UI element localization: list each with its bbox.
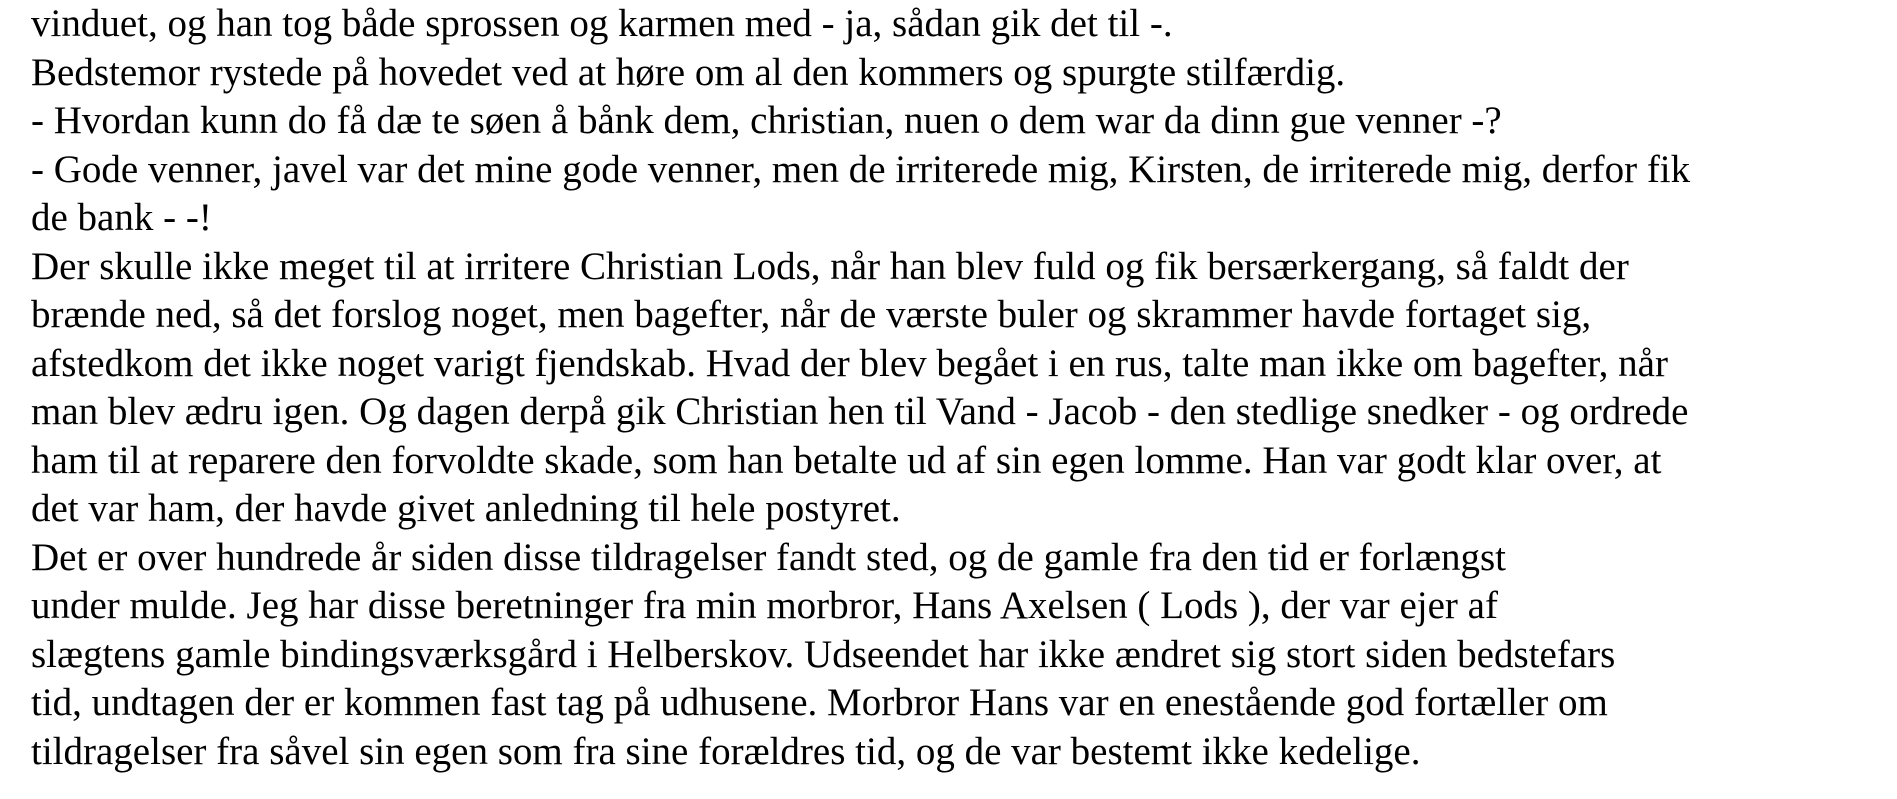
text-line: slægtens gamle bindingsværksgård i Helberskov. Udseendet har ikke ændret sig stort siden bedstefars bbox=[31, 632, 1616, 676]
text-line: Det er over hundrede år siden disse tildragelser fandt sted, og de gamle fra den tid er forlængst bbox=[31, 535, 1507, 579]
text-line: vinduet, og han tog både sprossen og karmen med - ja, sådan gik det til -. bbox=[31, 2, 1173, 45]
text-line: afstedkom det ikke noget varigt fjendskab. Hvad der blev begået i en rus, talte man ikke om bagefter, når bbox=[31, 341, 1668, 385]
text-line: ham til at reparere den forvoldte skade, som han betalte ud af sin egen lomme. Han var godt klar over, at bbox=[31, 438, 1662, 482]
text-line: - Gode venner, javel var det mine gode venner, men de irriterede mig, Kirsten, de irriterede mig, derfor fik bbox=[31, 147, 1691, 191]
text-line: under mulde. Jeg har disse beretninger fra min morbror, Hans Axelsen ( Lods ), der var ejer af bbox=[31, 584, 1498, 627]
text-line: Der skulle ikke meget til at irritere Christian Lods, når han blev fuld og fik bersærkergang, så faldt der bbox=[31, 244, 1629, 288]
text-line: tildragelser fra såvel sin egen som fra sine forældres tid, og de var bestemt ikke kedelige. bbox=[31, 729, 1421, 773]
text-line: man blev ædru igen. Og dagen derpå gik Christian hen til Vand - Jacob - den stedlige snedker - og ordrede bbox=[31, 390, 1689, 433]
text-line: - Hvordan kunn do få dæ te søen å bånk dem, christian, nuen o dem war da dinn gue venner -? bbox=[31, 99, 1502, 142]
text-line: det var ham, der havde givet anledning til hele postyret. bbox=[31, 487, 901, 530]
text-line: tid, undtagen der er kommen fast tag på udhusene. Morbror Hans var en enestående god fortæller om bbox=[31, 681, 1608, 724]
document-text bbox=[31, 0, 1897, 776]
text-line: brænde ned, så det forslog noget, men bagefter, når de værste buler og skrammer havde fortaget sig, bbox=[31, 293, 1592, 336]
text-line: de bank - -! bbox=[31, 196, 212, 239]
text-line: Bedstemor rystede på hovedet ved at høre om al den kommers og spurgte stilfærdig. bbox=[31, 50, 1346, 94]
